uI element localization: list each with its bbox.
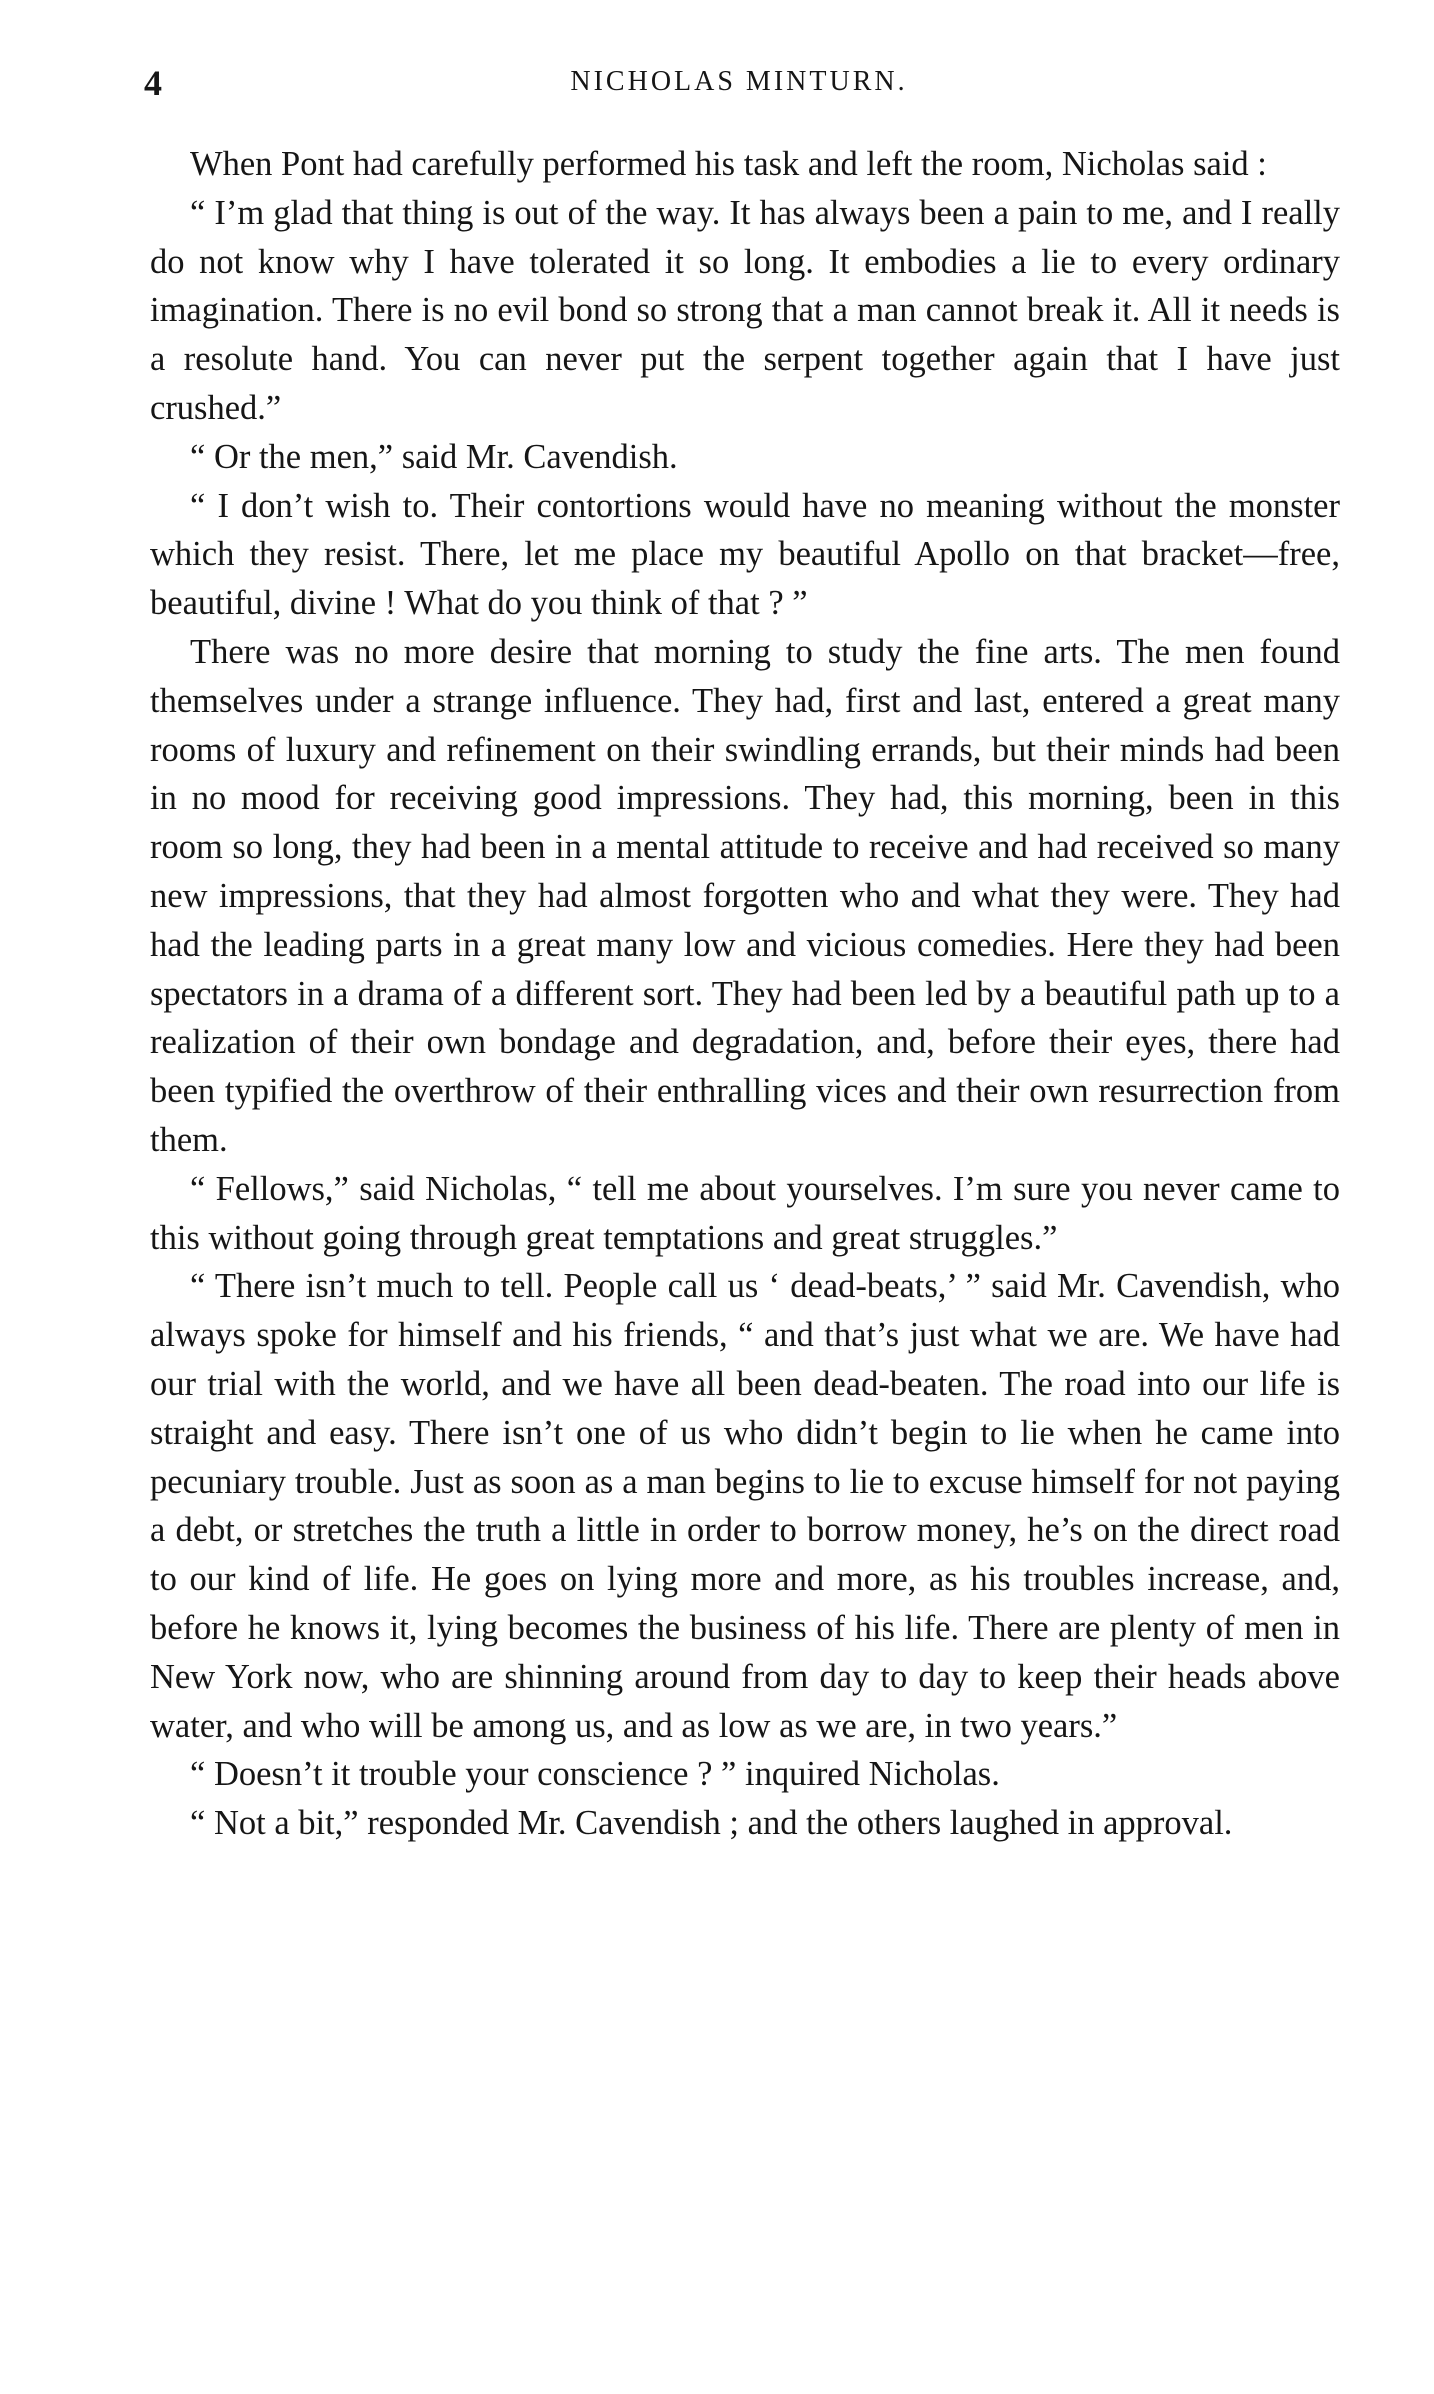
paragraph-9: “ Not a bit,” responded Mr. Cavendish ; and the others laughed in approval. (190, 1804, 1233, 1843)
paragraph-2: “ I’m glad that thing is out of the way. It has always been a pain to me, and I really do not know why I have tolerated it so long. It embodies a lie to every ordinary imagination. There is no evil bond so strong that a man cannot break it. All it needs is a resolute hand. You can never put the serpent together again that I have just crushed.” (150, 193, 1340, 427)
running-title: NICHOLAS MINTURN. (570, 66, 908, 97)
paragraph-8: “ Doesn’t it trouble your conscience ? ” inquired Nicholas. (190, 1755, 1000, 1794)
page-header (144, 62, 1334, 102)
page-number: 4 (144, 63, 162, 103)
paragraph-7: “ There isn’t much to tell. People call us ‘ dead-beats,’ ” said Mr. Cavendish, who always spoke for himself and his friends, “ and that’s just what we are. We have had our trial with the world, and we have all been dead-beaten. The road into our life is straight and easy. There isn’t one of us who didn’t begin to lie when he came into pecuniary trouble. Just as soon as a man begins to lie to excuse himself for not paying a debt, or stretches the truth a little in order to borrow money, he’s on the direct road to our kind of life. He goes on lying more and more, as his troubles increase, and, before he knows it, lying becomes the business of his life. There are plenty of men in New York now, who are shinning around from day to day to keep their heads above water, and who will be among us, and as low as we are, in two years.” (150, 1267, 1340, 1745)
paragraph-3: “ Or the men,” said Mr. Cavendish. (190, 437, 678, 476)
paragraph-1: When Pont had carefully performed his task and left the room, Nicholas said : (190, 145, 1267, 183)
paragraph-5: There was no more desire that morning to study the fine arts. The men found themselves under a strange influence. They had, first and last, entered a great many rooms of luxury and refinement on their swindling errands, but their minds had been in no mood for receiving good impressions. They had, this morning, been in this room so long, they had been in a mental attitude to receive and had received so many new impressions, that they had almost forgotten who and what they were. They had had the leading parts in a great many low and vicious comedies. Here they had been spectators in a drama of a different sort. They had been led by a beautiful path up to a realization of their own bondage and degradation, and, before their eyes, there had been typified the overthrow of their enthralling vices and their own resurrection from them. (150, 632, 1340, 1159)
paragraph-6: “ Fellows,” said Nicholas, “ tell me about yourselves. I’m sure you never came to this without going through great temptations and great struggles.” (150, 1169, 1340, 1257)
body-text (150, 140, 1340, 1848)
paragraph-4: “ I don’t wish to. Their contortions would have no meaning without the monster which they resist. There, let me place my beautiful Apollo on that bracket—free, beautiful, divine ! What do you think of that ? ” (150, 486, 1340, 623)
